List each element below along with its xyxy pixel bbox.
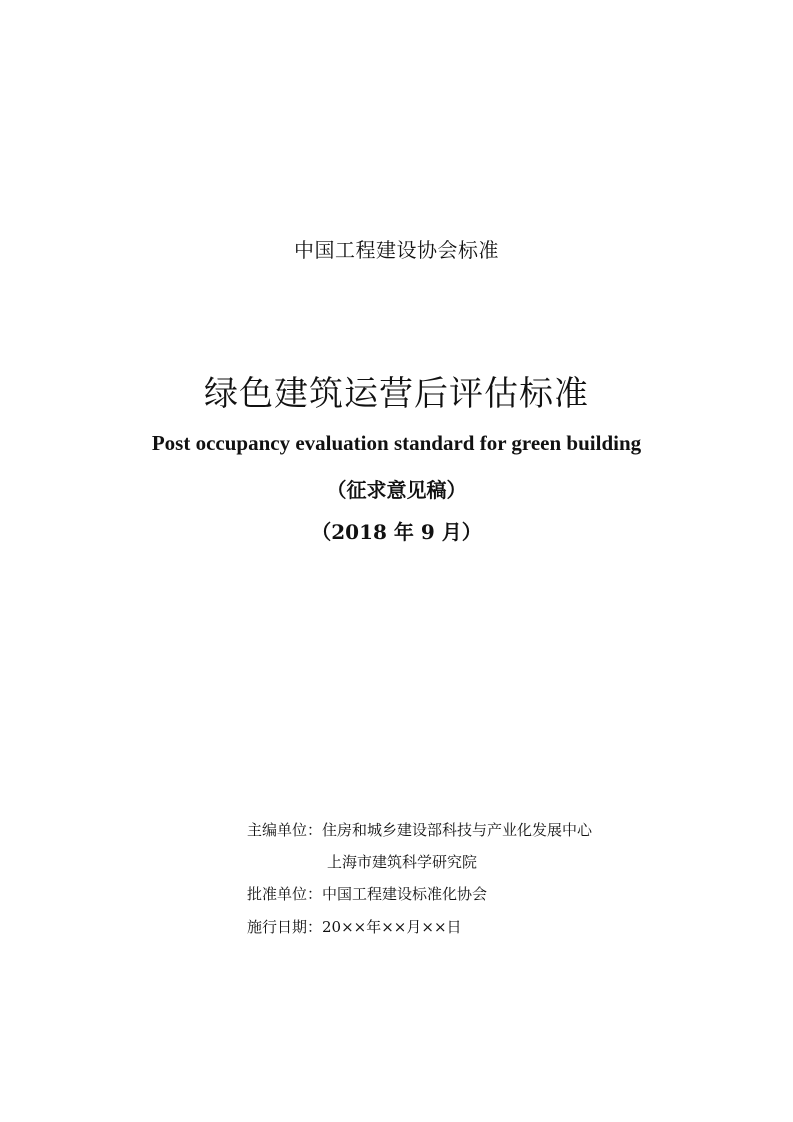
effective-date-row bbox=[247, 916, 462, 937]
document-title-english: Post occupancy evaluation standard for green building bbox=[151, 431, 642, 455]
editor-unit-2: 上海市建筑科学研究院 bbox=[327, 853, 478, 871]
document-status: （征求意见稿） bbox=[326, 478, 467, 502]
approver-unit-row bbox=[247, 883, 487, 904]
editor-unit-row bbox=[247, 819, 592, 840]
editor-unit-1: 住房和城乡建设部科技与产业化发展中心 bbox=[322, 821, 593, 839]
issuer-organization: 中国工程建设协会标准 bbox=[294, 238, 499, 262]
document-date: （2018 年 9 月） bbox=[311, 520, 482, 544]
document-title-chinese: 绿色建筑运营后评估标准 bbox=[204, 374, 589, 414]
approver-unit: 中国工程建设标准化协会 bbox=[322, 885, 488, 903]
effective-date-label: 施行日期： bbox=[247, 918, 323, 936]
approver-unit-label: 批准单位： bbox=[247, 885, 323, 903]
effective-date: 20××年××月××日 bbox=[322, 918, 462, 936]
editor-unit-label: 主编单位： bbox=[247, 821, 323, 839]
